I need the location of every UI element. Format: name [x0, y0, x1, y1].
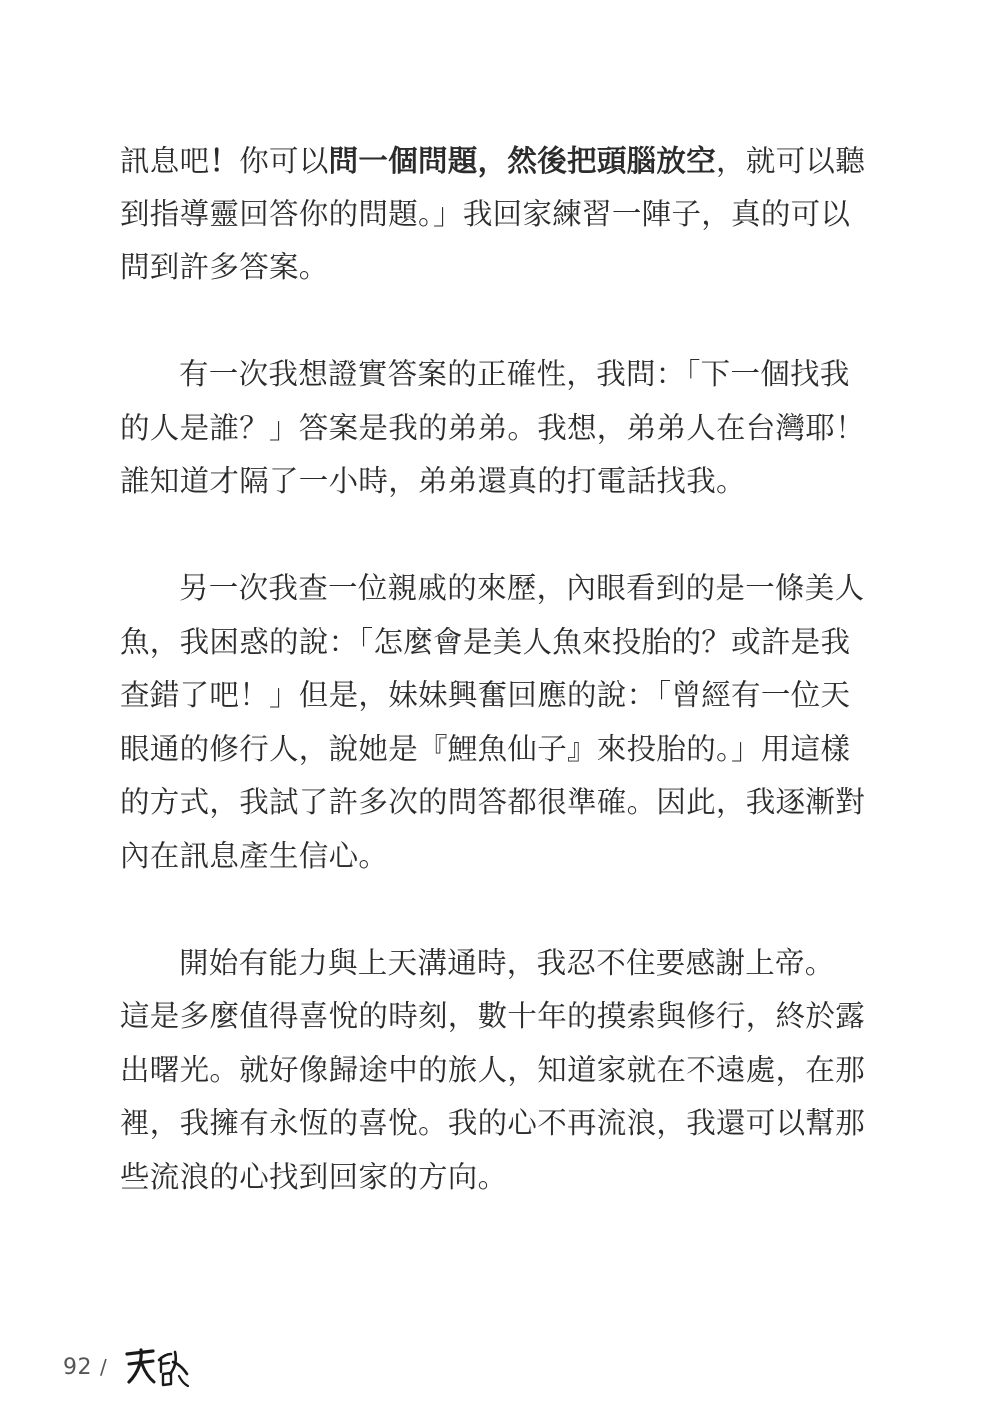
paragraph-2	[120, 348, 866, 509]
text-line: 另一次我查一位親戚的來歷，內眼看到的是一條美人	[179, 571, 865, 605]
text-line: 眼通的修行人，說她是『鯉魚仙子』來投胎的。」用這樣	[120, 731, 851, 766]
text-line: 裡，我擁有永恆的喜悅。我的心不再流浪，我還可以幫那	[120, 1106, 866, 1140]
text-line: 的方式，我試了許多次的問答都很準確。因此，我逐漸對	[120, 785, 866, 819]
text-line: 開始有能力與上天溝通時，我忍不住要感謝上帝。	[179, 945, 835, 980]
text-segment: 你可以	[239, 144, 329, 178]
text-line: 些流浪的心找到回家的方向。	[120, 1159, 508, 1194]
text-line: 內在訊息產生信心。	[120, 838, 389, 873]
body-text	[120, 134, 866, 1258]
text-line: 問到許多答案。	[120, 250, 329, 284]
text-line: 這是多麼值得喜悅的時刻，數十年的摸索與修行，終於露	[120, 999, 866, 1033]
text-line: 查錯了吧！」但是，妹妹興奮回應的說：「曾經有一位天	[120, 678, 851, 712]
page-footer	[63, 1342, 191, 1392]
paragraph-3	[120, 562, 866, 883]
text-line: 有一次我想證實答案的正確性，我問：「下一個找我	[179, 357, 850, 391]
bold-text-segment: 問一個問題，然後把頭腦放空	[328, 143, 717, 178]
text-segment: ，就可以聽	[716, 144, 866, 178]
text-segment: 訊息吧	[120, 144, 210, 178]
paragraph-4	[120, 937, 866, 1205]
page-number: 92	[63, 1354, 92, 1380]
text-line: 出曙光。就好像歸途中的旅人，知道家就在不遠處，在那	[120, 1052, 866, 1087]
bold-text-segment: ！	[209, 143, 240, 178]
text-line: 的人是誰？」答案是我的弟弟。我想，弟弟人在台灣耶！	[120, 410, 866, 445]
text-line: 魚，我困惑的說：「怎麼會是美人魚來投胎的？或許是我	[120, 624, 851, 659]
page-number-separator: /	[100, 1355, 107, 1379]
paragraph-1	[120, 134, 866, 295]
text-line	[120, 134, 866, 188]
text-line: 誰知道才隔了一小時，弟弟還真的打電話找我。	[120, 464, 746, 498]
text-line: 到指導靈回答你的問題。」我回家練習一陣子，真的可以	[120, 196, 851, 231]
calligraphy-title-logo-icon	[123, 1342, 191, 1392]
